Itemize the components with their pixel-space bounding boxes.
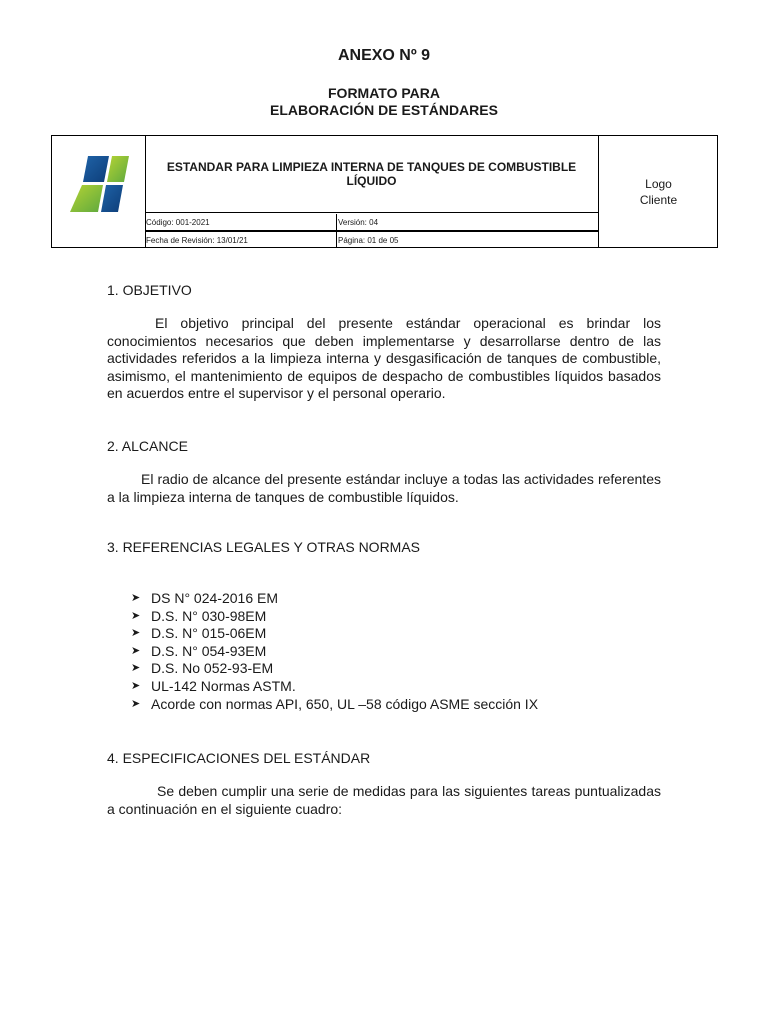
section-heading-specifications: 4. ESPECIFICACIONES DEL ESTÁNDAR bbox=[107, 750, 371, 766]
list-item: ➤ D.S. N° 054-93EM bbox=[131, 642, 267, 659]
logo-tile-top-right bbox=[107, 156, 129, 182]
list-item: ➤ UL-142 Normas ASTM. bbox=[131, 677, 296, 694]
client-logo-cell bbox=[598, 136, 718, 247]
company-logo-cell bbox=[52, 136, 146, 247]
arrow-bullet-icon: ➤ bbox=[131, 627, 141, 640]
arrow-bullet-icon: ➤ bbox=[131, 592, 141, 604]
logo-tile-top-left bbox=[83, 156, 109, 182]
list-item: ➤ D.S. N° 030-98EM bbox=[131, 607, 267, 624]
logo-tile-bottom-left bbox=[70, 185, 103, 212]
arrow-bullet-icon: ➤ bbox=[131, 644, 141, 657]
format-title bbox=[0, 85, 768, 119]
section-heading-objective: 1. OBJETIVO bbox=[107, 282, 192, 298]
list-item: ➤ D.S. No 052-93-EM bbox=[131, 660, 274, 677]
arrow-bullet-icon: ➤ bbox=[131, 609, 141, 622]
list-item: ➤ Acorde con normas API, 650, UL –58 código ASME sección IX bbox=[131, 695, 539, 712]
standard-title: ESTANDAR PARA LIMPIEZA INTERNA DE TANQUES DE COMBUSTIBLE LÍQUIDO bbox=[145, 136, 598, 213]
document-header-table bbox=[51, 135, 718, 248]
revision-date: Fecha de Revisión: 13/01/21 bbox=[145, 232, 337, 248]
client-logo-label-line2: Cliente bbox=[639, 192, 678, 207]
format-title-line1: FORMATO PARA bbox=[328, 85, 440, 101]
meta-row-code bbox=[145, 214, 598, 232]
arrow-bullet-icon: ➤ bbox=[131, 697, 141, 710]
annex-title: ANEXO Nº 9 bbox=[337, 47, 431, 64]
document-code: Código: 001-2021 bbox=[145, 214, 337, 230]
format-title-line2: ELABORACIÓN DE ESTÁNDARES bbox=[270, 102, 498, 118]
references-list bbox=[131, 590, 538, 713]
meta-row-revision bbox=[145, 232, 598, 248]
objective-paragraph: El objetivo principal del presente estándar operacional es brindar los conocimientos necesarios que deben implementarse y desarrollarse dentro de las actividades referidos a la limpieza interna y desgasificación de tanques de combustible, asimismo, el mantenimiento de equipos de despacho de combustibles líquidos basados en acuerdos entre el supervisor y el personal operario. bbox=[107, 315, 661, 402]
section-heading-scope: 2. ALCANCE bbox=[107, 438, 188, 454]
client-logo-label-line1: Logo bbox=[645, 176, 672, 191]
page-number: Página: 01 de 05 bbox=[338, 235, 399, 245]
arrow-bullet-icon: ➤ bbox=[131, 679, 141, 692]
list-item: ➤ D.S. N° 015-06EM bbox=[131, 625, 267, 642]
list-item: ➤ DS N° 024-2016 EM bbox=[131, 590, 278, 606]
specifications-paragraph: Se deben cumplir una serie de medidas para las siguientes tareas puntualizadas a continuación en el siguiente cuadro: bbox=[107, 783, 661, 817]
arrow-bullet-icon: ➤ bbox=[131, 662, 141, 675]
company-logo-icon bbox=[52, 136, 145, 247]
document-version: Versión: 04 bbox=[338, 217, 379, 227]
logo-tile-bottom-right bbox=[101, 185, 123, 212]
scope-paragraph: El radio de alcance del presente estándar incluye a todas las actividades referentes a la limpieza interna de tanques de combustible líquidos. bbox=[107, 471, 661, 505]
standard-info-cell bbox=[145, 136, 598, 247]
section-heading-references: 3. REFERENCIAS LEGALES Y OTRAS NORMAS bbox=[107, 539, 421, 555]
